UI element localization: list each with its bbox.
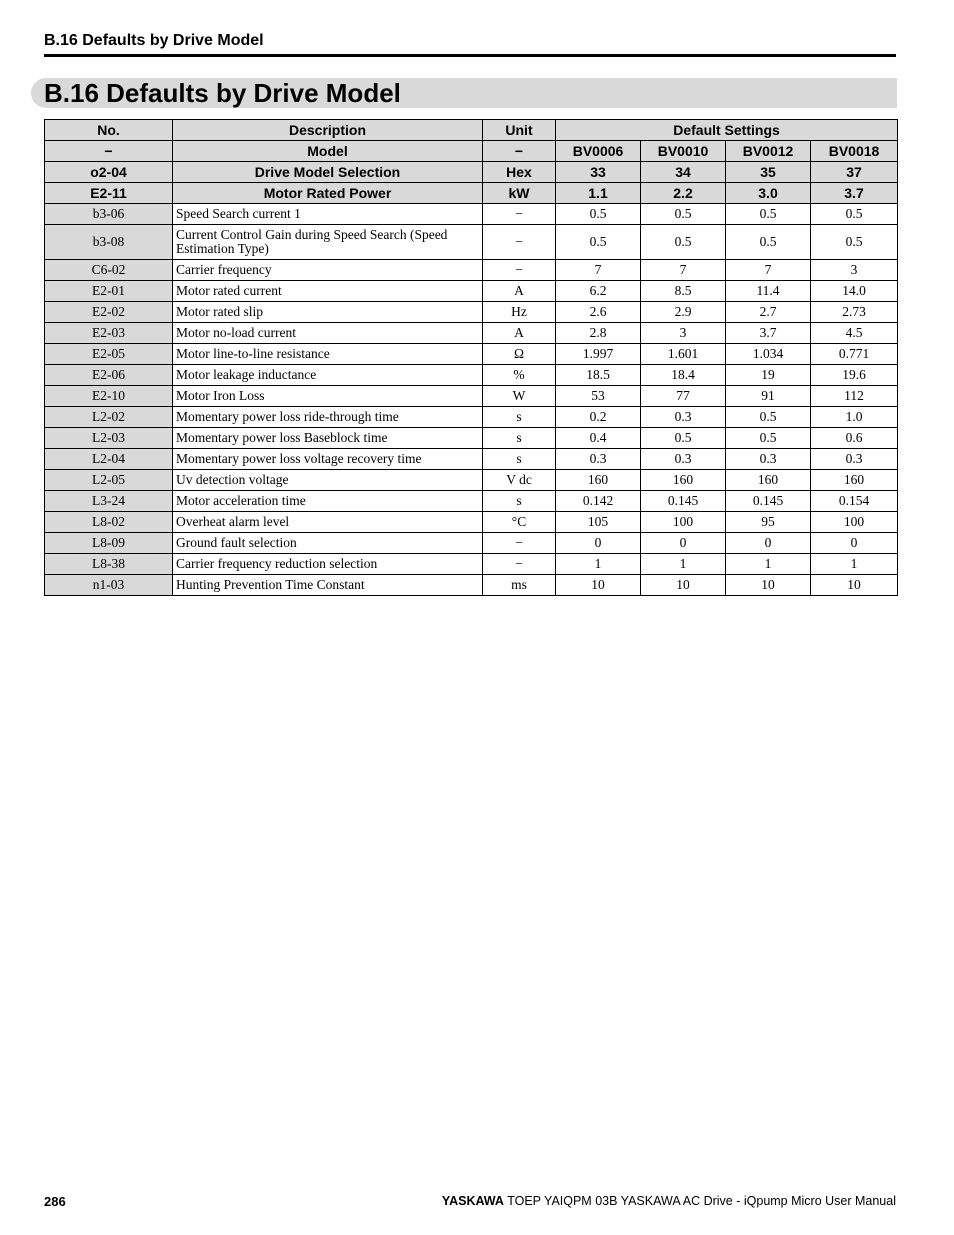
table-row <box>45 302 898 323</box>
param-value: 3.7 <box>726 323 811 344</box>
param-value: 100 <box>811 512 898 533</box>
param-value: 18.5 <box>556 365 641 386</box>
table-row <box>45 281 898 302</box>
table-row <box>45 512 898 533</box>
param-value: 7 <box>556 260 641 281</box>
param-unit: − <box>483 533 556 554</box>
param-value: 0.145 <box>726 491 811 512</box>
param-no: L8-09 <box>45 533 173 554</box>
table-row <box>45 491 898 512</box>
model-row <box>45 141 898 162</box>
param-value: 2.7 <box>726 302 811 323</box>
param-no: E2-02 <box>45 302 173 323</box>
param-value: 0.3 <box>641 449 726 470</box>
table-row <box>45 407 898 428</box>
param-value: 105 <box>556 512 641 533</box>
param-unit: V dc <box>483 470 556 491</box>
param-unit: W <box>483 386 556 407</box>
param-description: Speed Search current 1 <box>173 204 483 225</box>
param-value: 0.4 <box>556 428 641 449</box>
param-description: Motor leakage inductance <box>173 365 483 386</box>
table-row <box>45 365 898 386</box>
table-row <box>45 533 898 554</box>
param-description: Overheat alarm level <box>173 512 483 533</box>
param-no: E2-06 <box>45 365 173 386</box>
power-value: 3.7 <box>811 183 898 204</box>
table-row <box>45 428 898 449</box>
param-no: L8-02 <box>45 512 173 533</box>
power-row-no: E2-11 <box>45 183 173 204</box>
param-value: 0.3 <box>641 407 726 428</box>
header-default-settings: Default Settings <box>556 120 898 141</box>
param-value: 6.2 <box>556 281 641 302</box>
param-value: 0 <box>556 533 641 554</box>
param-no: b3-08 <box>45 225 173 260</box>
selection-row-unit: Hex <box>483 162 556 183</box>
param-value: 14.0 <box>811 281 898 302</box>
table-row <box>45 323 898 344</box>
param-value: 0.5 <box>726 407 811 428</box>
param-description: Motor no-load current <box>173 323 483 344</box>
param-description: Carrier frequency <box>173 260 483 281</box>
model-bv0012: BV0012 <box>726 141 811 162</box>
param-value: 19 <box>726 365 811 386</box>
param-description: Momentary power loss ride-through time <box>173 407 483 428</box>
param-value: 0.3 <box>811 449 898 470</box>
param-value: 0 <box>726 533 811 554</box>
param-unit: °C <box>483 512 556 533</box>
param-no: C6-02 <box>45 260 173 281</box>
defaults-table <box>44 119 898 596</box>
param-value: 0.5 <box>726 225 811 260</box>
param-description: Motor Iron Loss <box>173 386 483 407</box>
running-head: B.16 Defaults by Drive Model <box>44 32 264 49</box>
model-bv0010: BV0010 <box>641 141 726 162</box>
model-row-unit: − <box>483 141 556 162</box>
param-unit: Ω <box>483 344 556 365</box>
param-value: 0.771 <box>811 344 898 365</box>
table-row <box>45 344 898 365</box>
param-description: Momentary power loss voltage recovery time <box>173 449 483 470</box>
table-row <box>45 260 898 281</box>
param-unit: − <box>483 204 556 225</box>
footer-manual-title <box>442 1194 896 1208</box>
model-bv0006: BV0006 <box>556 141 641 162</box>
param-value: 100 <box>641 512 726 533</box>
footer-brand: YASKAWA <box>441 1194 504 1208</box>
param-description: Ground fault selection <box>173 533 483 554</box>
param-description: Motor line-to-line resistance <box>173 344 483 365</box>
param-value: 0.3 <box>556 449 641 470</box>
param-value: 160 <box>641 470 726 491</box>
header-unit: Unit <box>483 120 556 141</box>
power-value: 2.2 <box>641 183 726 204</box>
param-value: 0.5 <box>556 204 641 225</box>
param-value: 10 <box>726 575 811 596</box>
table-row <box>45 204 898 225</box>
param-value: 1.034 <box>726 344 811 365</box>
param-value: 77 <box>641 386 726 407</box>
param-value: 95 <box>726 512 811 533</box>
motor-rated-power-row <box>45 183 898 204</box>
param-value: 2.9 <box>641 302 726 323</box>
param-no: n1-03 <box>45 575 173 596</box>
param-unit: s <box>483 449 556 470</box>
selection-value: 35 <box>726 162 811 183</box>
param-value: 7 <box>726 260 811 281</box>
param-description: Uv detection voltage <box>173 470 483 491</box>
param-value: 18.4 <box>641 365 726 386</box>
param-value: 10 <box>641 575 726 596</box>
param-value: 0.6 <box>811 428 898 449</box>
param-no: L2-04 <box>45 449 173 470</box>
param-value: 3 <box>641 323 726 344</box>
param-value: 0.2 <box>556 407 641 428</box>
param-unit: A <box>483 323 556 344</box>
param-unit: A <box>483 281 556 302</box>
param-value: 0.5 <box>811 204 898 225</box>
param-value: 8.5 <box>641 281 726 302</box>
param-description: Carrier frequency reduction selection <box>173 554 483 575</box>
param-no: b3-06 <box>45 204 173 225</box>
param-value: 160 <box>556 470 641 491</box>
param-value: 0.154 <box>811 491 898 512</box>
param-value: 0.145 <box>641 491 726 512</box>
param-unit: − <box>483 260 556 281</box>
param-unit: Hz <box>483 302 556 323</box>
param-no: L2-05 <box>45 470 173 491</box>
model-row-description: Model <box>173 141 483 162</box>
param-value: 1 <box>556 554 641 575</box>
param-value: 0 <box>811 533 898 554</box>
param-unit: % <box>483 365 556 386</box>
power-value: 1.1 <box>556 183 641 204</box>
param-value: 160 <box>726 470 811 491</box>
param-value: 53 <box>556 386 641 407</box>
param-value: 19.6 <box>811 365 898 386</box>
running-head-rule <box>44 54 896 57</box>
param-unit: − <box>483 225 556 260</box>
param-description: Hunting Prevention Time Constant <box>173 575 483 596</box>
selection-value: 34 <box>641 162 726 183</box>
param-value: 1 <box>811 554 898 575</box>
param-value: 112 <box>811 386 898 407</box>
selection-row-description: Drive Model Selection <box>173 162 483 183</box>
param-value: 1 <box>726 554 811 575</box>
param-value: 1.601 <box>641 344 726 365</box>
model-row-no: − <box>45 141 173 162</box>
param-value: 0.5 <box>641 225 726 260</box>
param-value: 0.5 <box>556 225 641 260</box>
drive-model-selection-row <box>45 162 898 183</box>
param-unit: s <box>483 491 556 512</box>
param-value: 0.5 <box>641 204 726 225</box>
param-value: 2.8 <box>556 323 641 344</box>
param-unit: s <box>483 428 556 449</box>
table-row <box>45 449 898 470</box>
param-value: 0.5 <box>726 428 811 449</box>
power-value: 3.0 <box>726 183 811 204</box>
table-row <box>45 386 898 407</box>
param-value: 0.5 <box>726 204 811 225</box>
selection-value: 33 <box>556 162 641 183</box>
table-row <box>45 554 898 575</box>
param-value: 0.5 <box>641 428 726 449</box>
header-description: Description <box>173 120 483 141</box>
param-value: 1.997 <box>556 344 641 365</box>
param-description: Momentary power loss Baseblock time <box>173 428 483 449</box>
param-description: Current Control Gain during Speed Search (Speed Estimation Type) <box>173 225 483 260</box>
table-header-row <box>45 120 898 141</box>
selection-value: 37 <box>811 162 898 183</box>
param-description: Motor acceleration time <box>173 491 483 512</box>
table-row <box>45 470 898 491</box>
param-no: E2-01 <box>45 281 173 302</box>
param-unit: ms <box>483 575 556 596</box>
param-value: 3 <box>811 260 898 281</box>
param-description: Motor rated current <box>173 281 483 302</box>
power-row-unit: kW <box>483 183 556 204</box>
power-row-description: Motor Rated Power <box>173 183 483 204</box>
param-value: 91 <box>726 386 811 407</box>
param-no: L2-03 <box>45 428 173 449</box>
param-value: 7 <box>641 260 726 281</box>
param-value: 0.3 <box>726 449 811 470</box>
param-value: 10 <box>556 575 641 596</box>
param-value: 0.142 <box>556 491 641 512</box>
param-no: L2-02 <box>45 407 173 428</box>
page-number: 286 <box>44 1194 66 1209</box>
table-row <box>45 225 898 260</box>
param-unit: − <box>483 554 556 575</box>
footer-manual-name: TOEP YAIQPM 03B YASKAWA AC Drive - iQpump Micro User Manual <box>507 1194 896 1208</box>
param-value: 4.5 <box>811 323 898 344</box>
param-value: 0.5 <box>811 225 898 260</box>
param-value: 10 <box>811 575 898 596</box>
param-value: 11.4 <box>726 281 811 302</box>
param-description: Motor rated slip <box>173 302 483 323</box>
param-no: E2-05 <box>45 344 173 365</box>
selection-row-no: o2-04 <box>45 162 173 183</box>
param-no: L8-38 <box>45 554 173 575</box>
param-value: 1 <box>641 554 726 575</box>
param-value: 160 <box>811 470 898 491</box>
param-no: L3-24 <box>45 491 173 512</box>
section-title: B.16 Defaults by Drive Model <box>44 78 401 108</box>
param-value: 2.6 <box>556 302 641 323</box>
header-no: No. <box>45 120 173 141</box>
param-unit: s <box>483 407 556 428</box>
model-bv0018: BV0018 <box>811 141 898 162</box>
param-value: 0 <box>641 533 726 554</box>
param-value: 2.73 <box>811 302 898 323</box>
param-no: E2-10 <box>45 386 173 407</box>
param-no: E2-03 <box>45 323 173 344</box>
param-value: 1.0 <box>811 407 898 428</box>
table-row <box>45 575 898 596</box>
